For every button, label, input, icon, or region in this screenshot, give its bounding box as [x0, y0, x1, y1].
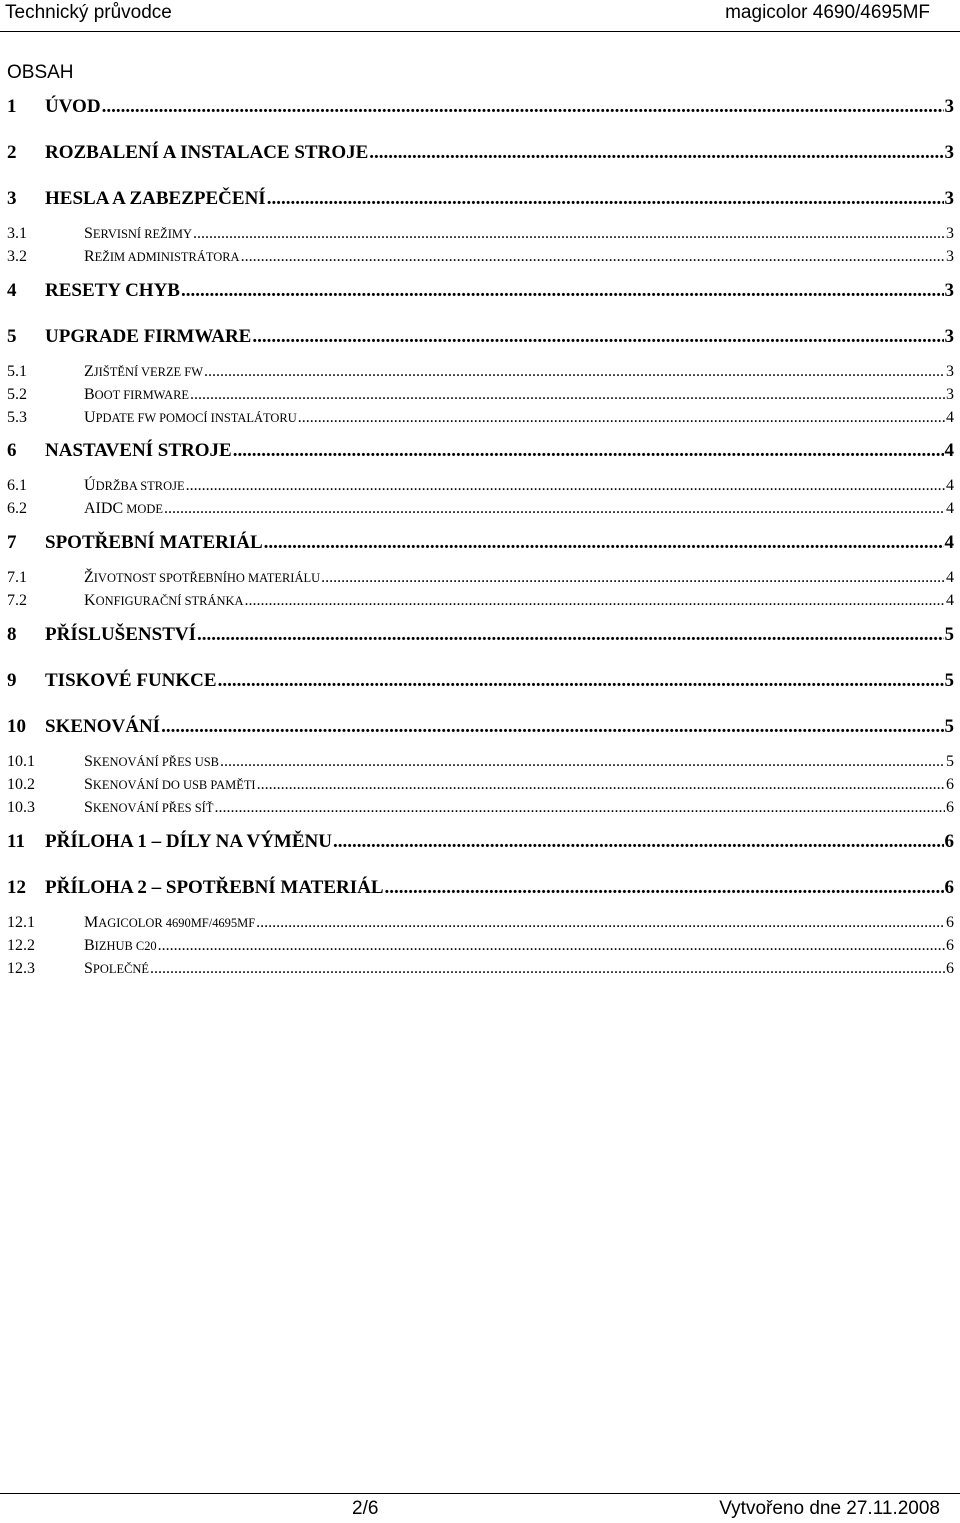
toc-entry[interactable] — [7, 914, 954, 932]
toc-entry-page: 3 — [944, 188, 954, 209]
toc-entry-title: ZJIŠTĚNÍ VERZE FW — [84, 363, 203, 380]
footer-created-date: Vytvořeno dne 27.11.2008 — [719, 1498, 940, 1519]
toc-entry-number: 12.1 — [7, 914, 35, 931]
toc-entry-page: 4 — [946, 477, 954, 494]
toc-entry-title: SKENOVÁNÍ PŘES USB — [84, 753, 219, 770]
toc-entry-title: ROZBALENÍ A INSTALACE STROJE — [45, 142, 369, 163]
toc-leader-dots — [102, 96, 944, 118]
toc-entry-title: SPOTŘEBNÍ MATERIÁL — [45, 532, 263, 553]
toc-entry-page: 6 — [946, 937, 954, 954]
header-document-title: Technický průvodce — [5, 2, 172, 23]
page-header — [0, 0, 960, 34]
toc-entry[interactable] — [7, 592, 954, 610]
toc-entry[interactable] — [7, 386, 954, 404]
toc-entry-number: 10.3 — [7, 799, 35, 816]
toc-entry-page: 6 — [944, 877, 954, 898]
header-rule — [0, 31, 960, 32]
toc-entry[interactable] — [7, 877, 954, 899]
toc-entry-page: 3 — [944, 280, 954, 301]
footer-rule — [0, 1493, 960, 1494]
toc-entry-number: 3.1 — [7, 225, 27, 242]
toc-entry-page: 5 — [944, 716, 954, 737]
toc-entry-page: 4 — [946, 592, 954, 609]
toc-entry-number: 5.3 — [7, 409, 27, 426]
toc-entry[interactable] — [7, 670, 954, 692]
toc-leader-dots — [204, 363, 945, 381]
toc-entry-page: 3 — [946, 386, 954, 403]
toc-entry-number: 5 — [7, 326, 17, 347]
toc-entry-number: 10.1 — [7, 753, 35, 770]
toc-leader-dots — [267, 188, 944, 210]
toc-entry-page: 6 — [946, 960, 954, 977]
toc-entry-number: 5.2 — [7, 386, 27, 403]
toc-entry-page: 3 — [946, 248, 954, 265]
toc-entry-title: SKENOVÁNÍ DO USB PAMĚTI — [84, 776, 256, 793]
toc-entry-page: 5 — [944, 624, 954, 645]
toc-leader-dots — [158, 937, 945, 955]
toc-leader-dots — [252, 326, 943, 348]
toc-leader-dots — [369, 142, 943, 164]
toc-entry[interactable] — [7, 477, 954, 495]
toc-entry-title: SKENOVÁNÍ PŘES SÍŤ — [84, 799, 214, 816]
toc-leader-dots — [244, 592, 945, 610]
toc-entry[interactable] — [7, 280, 954, 302]
toc-entry-title: ÚDRŽBA STROJE — [84, 477, 185, 494]
toc-entry-number: 9 — [7, 670, 17, 691]
toc-entry-number: 4 — [7, 280, 17, 301]
toc-entry-title: REŽIM ADMINISTRÁTORA — [84, 248, 240, 265]
toc-entry-number: 6.1 — [7, 477, 27, 494]
toc-leader-dots — [257, 776, 945, 794]
toc-entry-title: SERVISNÍ REŽIMY — [84, 225, 192, 242]
toc-entry-number: 2 — [7, 142, 17, 163]
toc-entry-page: 3 — [944, 326, 954, 347]
toc-entry-number: 6.2 — [7, 500, 27, 517]
toc-entry[interactable] — [7, 142, 954, 164]
toc-entry-page: 6 — [946, 914, 954, 931]
toc-entry-number: 12.3 — [7, 960, 35, 977]
toc-entry-number: 12.2 — [7, 937, 35, 954]
toc-leader-dots — [241, 248, 945, 266]
toc-leader-dots — [193, 225, 945, 243]
toc-entry-number: 8 — [7, 624, 17, 645]
toc-entry-number: 1 — [7, 96, 17, 117]
toc-leader-dots — [190, 386, 945, 404]
toc-entry-title: RESETY CHYB — [45, 280, 180, 301]
toc-leader-dots — [218, 670, 944, 692]
toc-entry[interactable] — [7, 248, 954, 266]
toc-entry-page: 5 — [944, 670, 954, 691]
toc-entry[interactable] — [7, 960, 954, 978]
toc-leader-dots — [214, 799, 945, 817]
toc-leader-dots — [385, 877, 944, 899]
toc-entry-number: 6 — [7, 440, 17, 461]
header-product-name: magicolor 4690/4695MF — [725, 2, 930, 23]
toc-entry-page: 3 — [944, 142, 954, 163]
toc-leader-dots — [181, 280, 944, 302]
toc-leader-dots — [150, 960, 945, 978]
toc-leader-dots — [186, 477, 945, 495]
toc-entry-title: SKENOVÁNÍ — [45, 716, 161, 737]
toc-entry[interactable] — [7, 326, 954, 348]
toc-leader-dots — [161, 716, 943, 738]
toc-leader-dots — [197, 624, 944, 646]
toc-leader-dots — [321, 569, 945, 587]
toc-entry-title: SPOLEČNÉ — [84, 960, 150, 977]
toc-entry-page: 3 — [946, 363, 954, 380]
toc-entry-number: 3 — [7, 188, 17, 209]
toc-entry-title: NASTAVENÍ STROJE — [45, 440, 232, 461]
footer-page-number: 2/6 — [352, 1498, 379, 1519]
toc-entry[interactable] — [7, 716, 954, 738]
toc-entry[interactable] — [7, 532, 954, 554]
toc-entry[interactable] — [7, 624, 954, 646]
toc-entry-title: TISKOVÉ FUNKCE — [45, 670, 217, 691]
toc-entry[interactable] — [7, 409, 954, 427]
toc-leader-dots — [233, 440, 944, 462]
toc-entry-number: 7 — [7, 532, 17, 553]
toc-entry-title: ÚVOD — [45, 96, 101, 117]
toc-entry-title: PŘÍLOHA 1 – DÍLY NA VÝMĚNU — [45, 831, 332, 852]
toc-leader-dots — [298, 409, 945, 427]
toc-entry-page: 4 — [946, 569, 954, 586]
toc-entry[interactable] — [7, 363, 954, 381]
toc-entry-number: 7.1 — [7, 569, 27, 586]
toc-entry-title: MAGICOLOR 4690MF/4695MF — [84, 914, 256, 931]
toc-leader-dots — [164, 500, 945, 518]
toc-entry-title: BIZHUB C20 — [84, 937, 157, 954]
toc-entry-title: HESLA A ZABEZPEČENÍ — [45, 188, 266, 209]
toc-leader-dots — [256, 914, 945, 932]
toc-entry-number: 10.2 — [7, 776, 35, 793]
toc-entry[interactable] — [7, 569, 954, 587]
toc-entry-page: 4 — [944, 532, 954, 553]
toc-entry-page: 6 — [946, 776, 954, 793]
toc-entry[interactable] — [7, 96, 954, 118]
toc-entry[interactable] — [7, 799, 954, 817]
toc-entry-title: AIDC MODE — [84, 500, 163, 517]
toc-entry-title: PŘÍLOHA 2 – SPOTŘEBNÍ MATERIÁL — [45, 877, 384, 898]
toc-entry-title: KONFIGURAČNÍ STRÁNKA — [84, 592, 244, 609]
page-footer — [0, 1493, 960, 1523]
toc-entry-title: UPDATE FW POMOCÍ INSTALÁTORU — [84, 409, 297, 426]
toc-entry-page: 5 — [946, 753, 954, 770]
toc-entry[interactable] — [7, 500, 954, 518]
toc-leader-dots — [264, 532, 944, 554]
toc-entry-page: 6 — [946, 799, 954, 816]
toc-leader-dots — [333, 831, 944, 853]
toc-entry-page: 4 — [944, 440, 954, 461]
toc-entry-number: 10 — [7, 716, 26, 737]
toc-entry-title: UPGRADE FIRMWARE — [45, 326, 252, 347]
toc-entry-page: 3 — [946, 225, 954, 242]
toc-entry-number: 5.1 — [7, 363, 27, 380]
toc-entry[interactable] — [7, 440, 954, 462]
toc-entry[interactable] — [7, 937, 954, 955]
toc-entry-page: 6 — [944, 831, 954, 852]
toc-leader-dots — [220, 753, 945, 771]
toc-entry-title: ŽIVOTNOST SPOTŘEBNÍHO MATERIÁLU — [84, 569, 321, 586]
toc-entry-number: 3.2 — [7, 248, 27, 265]
toc-entry-number: 11 — [7, 831, 25, 852]
toc-entry-page: 3 — [944, 96, 954, 117]
toc-entry[interactable] — [7, 753, 954, 771]
toc-entry[interactable] — [7, 831, 954, 853]
toc-entry-title: PŘÍSLUŠENSTVÍ — [45, 624, 196, 645]
toc-entry-page: 4 — [946, 500, 954, 517]
toc-entry-number: 7.2 — [7, 592, 27, 609]
toc-entry[interactable] — [7, 188, 954, 210]
toc-heading: OBSAH — [7, 62, 74, 83]
toc-entry[interactable] — [7, 225, 954, 243]
toc-entry-title: BOOT FIRMWARE — [84, 386, 190, 403]
toc-entry-number: 12 — [7, 877, 26, 898]
toc-entry[interactable] — [7, 776, 954, 794]
toc-entry-page: 4 — [946, 409, 954, 426]
